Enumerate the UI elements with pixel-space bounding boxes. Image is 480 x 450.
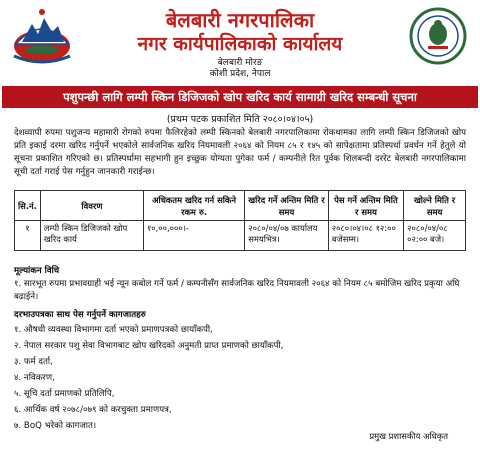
- signature-title: प्रमुख प्रशासकीय अधिकृत: [369, 431, 448, 441]
- table-row: [15, 221, 466, 251]
- intro-paragraph: देशव्यापी रुपमा पशुजन्य महामारी रोगको रुपमा फैलिरहेको लम्पी स्किनको बेलबारी नगरपालिकामा रोकथामका लागि लम्पी स्किन डिजिजको खोप प्रति इकाई दरमा खरिद गर्नुपर्ने भएकोले सार्वजनिक खरिद नियमावली २०६४ को नियम ८५ र १४५ को सापेक्षतामा प्रतिस्पर्धा प्रवर्धन गर्ने हेतुले यो सूचना प्रकाशित गरिएको छ। प्रतिस्पर्धामा सहभागी हुन इच्छुक योग्यता पुगेका फर्म / कम्पनीले रित पूर्वक शिलबन्दी दररेट बेलबारी नगरपालिकामा सूची दर्ता गराई पेस गर्नुहुन जानकारी गराईन्छ।: [14, 128, 466, 177]
- procurement-table: [14, 190, 466, 251]
- list-item: ५. सूचि दर्ता प्रमाणको प्रतिलिपि,: [14, 389, 115, 399]
- documents-list: [14, 322, 466, 434]
- publication-date: (प्रथम पटक प्रकाशित मिति २०८०।०४।०५): [166, 114, 314, 125]
- list-item: ३. फर्म दर्ता,: [14, 357, 53, 367]
- letterhead: [0, 0, 480, 80]
- evaluation-heading: मूल्यांकन विधि: [14, 266, 60, 276]
- col-header-purchase-deadline: खरिद गर्ने अन्तिम मिति र समय: [245, 191, 329, 221]
- cell-description: लम्पी स्किन डिजिजको खोप खरिद कार्य: [40, 221, 143, 251]
- org-name: बेलबारी नगरपालिका: [165, 8, 315, 32]
- cell-sn: १: [15, 221, 41, 251]
- list-item: ६. आर्थिक वर्ष २०७८/०७९ को करचुक्ता प्रमाणपत्र,: [14, 405, 172, 415]
- address-line-1: बेलबारी मोरङ: [217, 58, 263, 68]
- office-name: नगर कार्यपालिकाको कार्यालय: [137, 33, 343, 55]
- col-header-submit-deadline: पेस गर्ने अन्तिम मिति र समय: [328, 191, 403, 221]
- evaluation-text: १. सारभूत रुपमा प्रभावग्राही भई न्यून कबोल गर्ने फर्म / कम्पनीसँग सार्वजनिक खरिद नियमावली २०६४ को नियम ८५ बमोजिम खरिद प्रकृया अघि बढाईने।: [14, 279, 460, 302]
- documents-heading: दरभाउपत्रका साथ पेस गर्नुपर्ने कागजातहरु: [14, 310, 146, 320]
- cell-amount: १०,००,०००।-: [143, 221, 244, 251]
- municipality-logo-icon: [408, 4, 468, 68]
- table-header-row: [15, 191, 466, 221]
- list-item: २. नेपाल सरकार पशु सेवा विभागबाट खोप खरिदको अनुमती प्राप्त प्रमाणको छायाँकपी,: [14, 341, 284, 351]
- col-header-description: विवरण: [40, 191, 143, 221]
- col-header-open-time: खोल्ने मिति र समय: [404, 191, 466, 221]
- notice-title: पशुपन्छी लागि लम्पी स्किन डिजिजको खोप खरिद कार्य सामाग्री खरिद सम्बन्धी सूचना: [2, 86, 478, 108]
- list-item: १. औषधी व्यवस्था विभागमा दर्ता भएको प्रमाणपत्रको छायाँकपी,: [14, 325, 213, 335]
- cell-purchase-deadline: २०८०/०४/०७ कार्यालय समयभित्र।: [245, 221, 329, 251]
- list-item: ४. नविकरण,: [14, 373, 55, 383]
- list-item: ७. BoQ भरेको कागजात।: [14, 421, 97, 431]
- col-header-sn: सि.नं.: [15, 191, 41, 221]
- col-header-amount: अधिकतम खरिद गर्न सकिने रकम रु.: [143, 191, 244, 221]
- nepal-emblem-icon: [10, 6, 74, 68]
- address-line-2: कोशी प्रदेश, नेपाल: [209, 69, 271, 79]
- cell-submit-deadline: २०८०।०४।०८ १२:०० बजेसम्म।: [328, 221, 403, 251]
- cell-open-time: २०८०/०४/०८ ०२:०० बजे।: [404, 221, 466, 251]
